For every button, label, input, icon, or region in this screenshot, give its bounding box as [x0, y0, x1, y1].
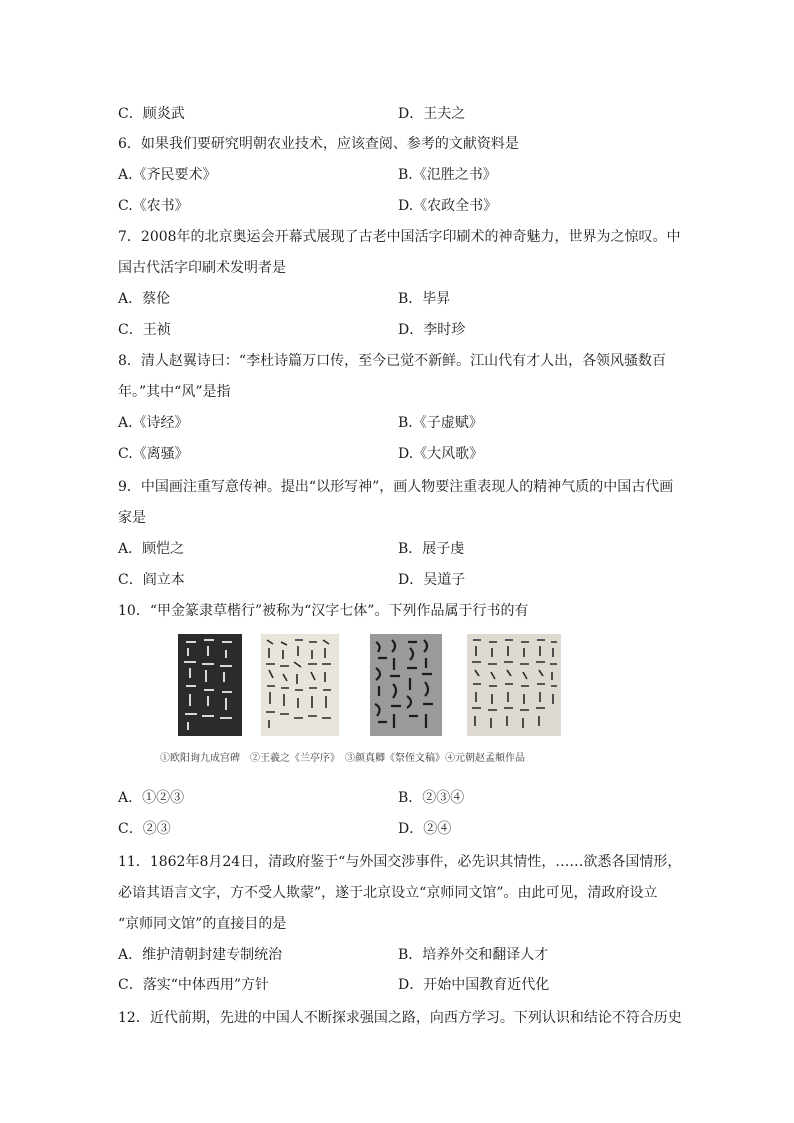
q12-stem-line-1: 12．近代前期，先进的中国人不断探求强国之路，向西方学习。下列认识和结论不符合历史	[118, 1010, 682, 1026]
q5-option-c: C．顾炎武	[118, 106, 185, 122]
q9-option-a: A．顾恺之	[118, 541, 185, 557]
q8-option-b: B.《子虚赋》	[398, 415, 483, 431]
q10-option-c: C．②③	[118, 821, 171, 837]
q8-stem-line-1: 8．清人赵翼诗曰：“李杜诗篇万口传，至今已觉不新鲜。江山代有才人出，各领风骚数百	[118, 353, 667, 369]
q7-option-c: C．王祯	[118, 322, 171, 338]
q6-option-d: D.《农政全书》	[398, 198, 498, 214]
q11-option-a: A．维护清朝封建专制统治	[118, 947, 283, 963]
q8-option-a: A.《诗经》	[118, 415, 189, 431]
calligraphy-caption: ①欧阳询九成宫碑 ②王羲之《兰亭序》 ③颜真卿《祭侄文稿》④元朝赵孟頫作品	[160, 753, 525, 764]
q9-stem-line-2: 家是	[118, 510, 146, 526]
q7-stem-line-1: 7．2008年的北京奥运会开幕式展现了古老中国活字印刷术的神奇魅力，世界为之惊叹。中	[118, 229, 681, 245]
q8-option-c: C.《离骚》	[118, 446, 189, 462]
q6-option-b: B.《氾胜之书》	[398, 167, 497, 183]
q8-stem-line-2: 年。”其中“风”是指	[118, 384, 231, 400]
calligraphy-image-3	[370, 634, 442, 736]
q9-stem-line-1: 9．中国画注重写意传神。提出“以形写神”，画人物要注重表现人的精神气质的中国古代画	[118, 479, 674, 495]
q9-option-c: C．阎立本	[118, 572, 185, 588]
q7-option-b: B．毕昇	[398, 291, 451, 307]
calligraphy-image-1	[178, 634, 242, 736]
q7-option-a: A．蔡伦	[118, 291, 171, 307]
q11-stem-line-3: “京师同文馆”的直接目的是	[118, 916, 287, 932]
q11-stem-line-1: 11．1862年8月24日，清政府鉴于“与外国交涉事件，必先识其情性，……欲悉各国情形，	[118, 854, 682, 870]
q8-option-d: D.《大风歌》	[398, 446, 484, 462]
calligraphy-image-4	[467, 634, 561, 736]
calligraphy-image-2	[261, 634, 339, 736]
q10-option-a: A．①②③	[118, 790, 185, 806]
q6-stem: 6．如果我们要研究明朝农业技术，应该查阅、参考的文献资料是	[118, 136, 519, 152]
q11-option-d: D．开始中国教育近代化	[398, 977, 550, 993]
q6-option-a: A.《齐民要术》	[118, 167, 217, 183]
q9-option-b: B．展子虔	[398, 541, 465, 557]
q6-option-c: C.《农书》	[118, 198, 189, 214]
q10-option-d: D．②④	[398, 821, 452, 837]
q11-stem-line-2: 必谙其语言文字，方不受人欺蒙”，遂于北京设立“京师同文馆”。由此可见，清政府设立	[118, 885, 658, 901]
q9-option-d: D．吴道子	[398, 572, 466, 588]
q5-option-d: D．王夫之	[398, 106, 466, 122]
q11-option-c: C．落实“中体西用”方针	[118, 977, 270, 993]
q10-option-b: B．②③④	[398, 790, 465, 806]
q7-option-d: D．李时珍	[398, 322, 466, 338]
q7-stem-line-2: 国古代活字印刷术发明者是	[118, 260, 286, 276]
q11-option-b: B．培养外交和翻译人才	[398, 947, 549, 963]
q10-stem: 10．“甲金篆隶草楷行”被称为“汉字七体”。下列作品属于行书的有	[118, 603, 529, 619]
